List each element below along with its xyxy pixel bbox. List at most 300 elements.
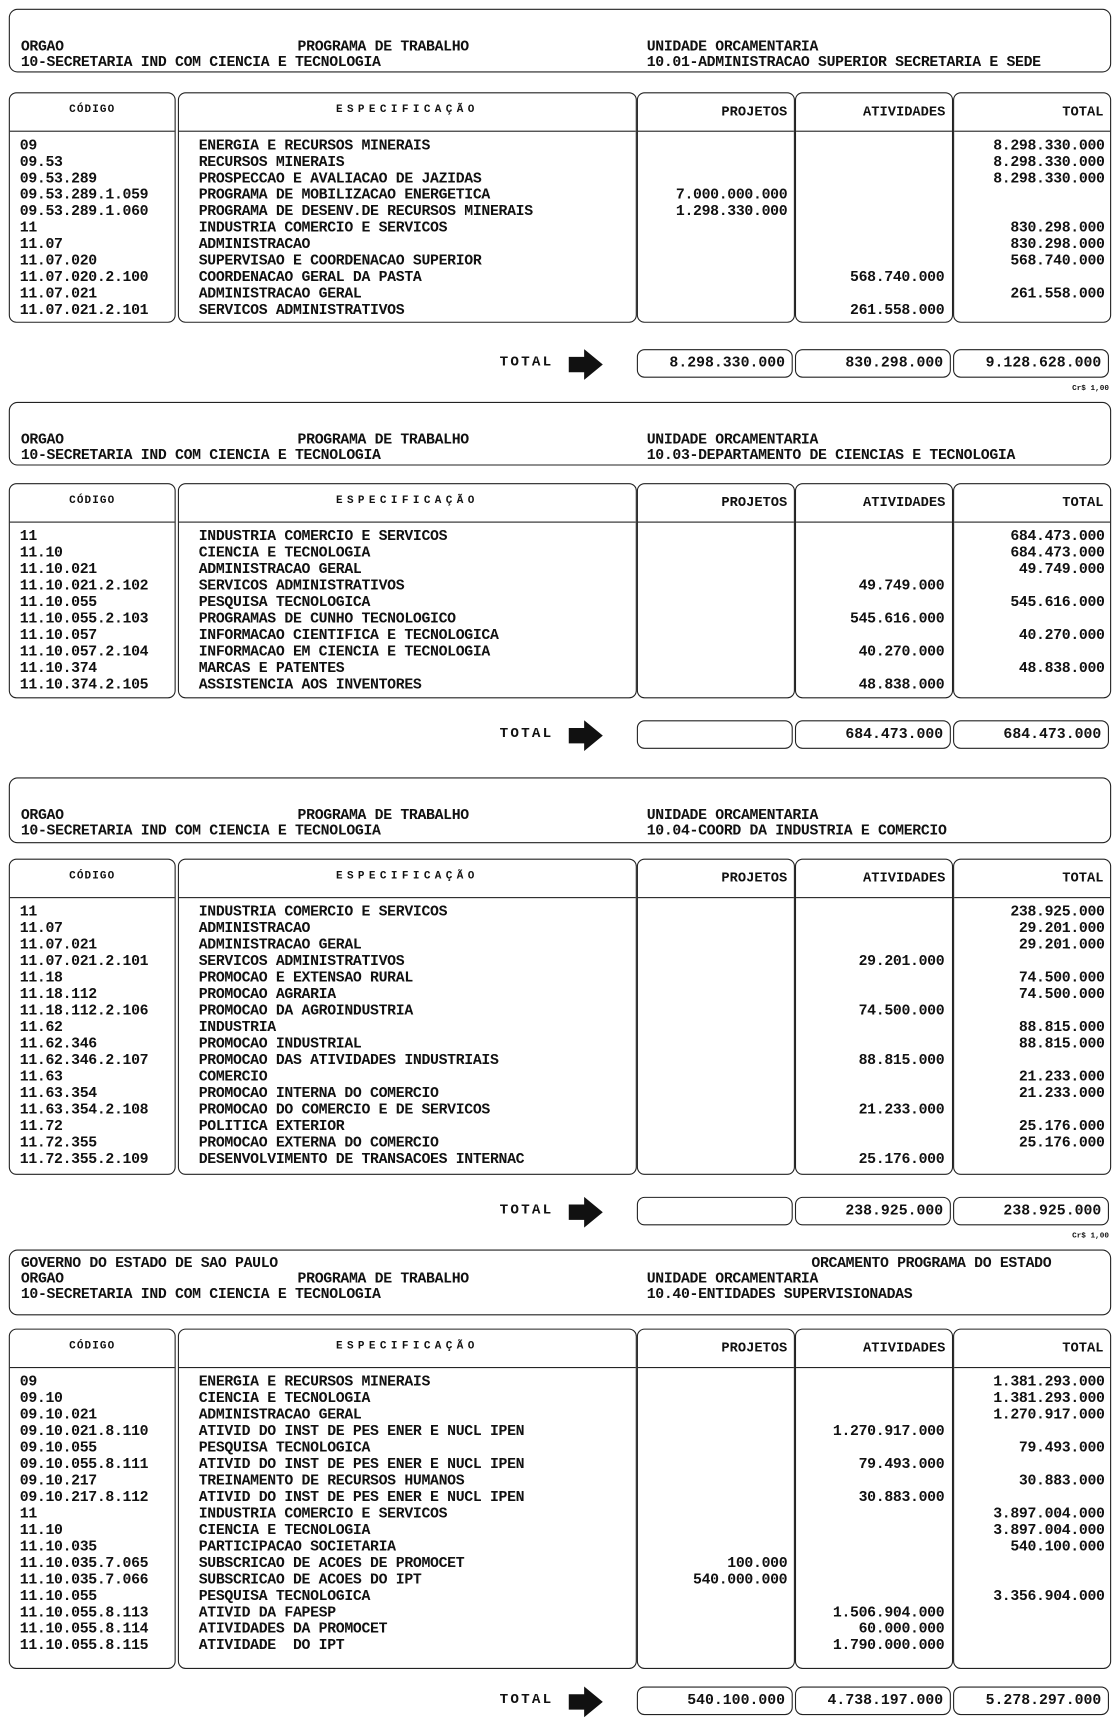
row-especificacao: DESENVOLVIMENTO DE TRANSACOES INTERNAC: [198, 1151, 525, 1169]
row-codigo: 11.07: [19, 921, 63, 938]
header-divider: [954, 522, 1110, 523]
header-divider: [954, 897, 1110, 898]
orgao-label: ORGAO: [20, 808, 64, 825]
orgao-value: 10-SECRETARIA IND COM CIENCIA E TECNOLOGIA: [20, 54, 381, 72]
table-row: [9, 1457, 1111, 1473]
table-row: [9, 287, 1111, 303]
table-row: [9, 188, 1111, 204]
row-total: 3.897.004.000: [993, 1522, 1105, 1540]
row-atividades: 29.201.000: [858, 954, 945, 971]
row-especificacao: PARTICIPACAO SOCIETARIA: [198, 1539, 396, 1556]
row-atividades: 79.493.000: [858, 1457, 945, 1474]
row-codigo: 11: [19, 220, 37, 238]
table-row: [9, 1605, 1111, 1621]
row-total: 3.356.904.000: [993, 1588, 1105, 1606]
row-total: 48.838.000: [1018, 660, 1105, 678]
row-codigo: 11.72.355: [19, 1135, 97, 1152]
row-especificacao: CIENCIA E TECNOLOGIA: [198, 1391, 371, 1408]
table-row: [9, 579, 1111, 595]
arrow-right-icon: [567, 720, 604, 756]
row-especificacao: ENERGIA E RECURSOS MINERAIS: [198, 1374, 431, 1392]
totals-row: [0, 1197, 1120, 1228]
table-row: [9, 645, 1111, 661]
row-codigo: 11.07.021: [19, 286, 97, 304]
header-divider: [954, 131, 1110, 132]
programa-label: PROGRAMA DE TRABALHO: [297, 39, 469, 56]
row-codigo: 11.62.346.2.107: [19, 1052, 149, 1070]
table-row: [9, 1391, 1111, 1407]
table-body: [9, 905, 1111, 1169]
row-especificacao: PESQUISA TECNOLOGICA: [198, 1440, 371, 1458]
table-row: [9, 1069, 1111, 1085]
column-header-especificacao: ESPECIFICAÇÃO: [335, 870, 479, 883]
row-especificacao: PROSPECCAO E AVALIACAO DE JAZIDAS: [198, 171, 482, 188]
header-divider: [638, 1367, 794, 1368]
row-codigo: 11.72.355.2.109: [19, 1151, 149, 1169]
row-total: 1.270.917.000: [993, 1407, 1105, 1425]
arrow-right-icon: [567, 1197, 604, 1233]
row-codigo: 11.10.374.2.105: [19, 677, 149, 694]
header-divider: [638, 897, 794, 898]
table-row: [9, 661, 1111, 677]
unidade-value: 10.03-DEPARTAMENTO DE CIENCIAS E TECNOLOGIA: [646, 447, 1016, 465]
header-divider: [796, 522, 952, 523]
table-row: [9, 1004, 1111, 1020]
budget-table: [9, 859, 1111, 1175]
row-total: 238.925.000: [1010, 904, 1105, 922]
row-total: 25.176.000: [1018, 1135, 1105, 1152]
row-especificacao: COMERCIO: [198, 1069, 268, 1086]
row-atividades: 74.500.000: [858, 1003, 945, 1021]
currency-unit-note: Cr$ 1,00: [1072, 384, 1109, 394]
row-total: 74.500.000: [1018, 970, 1105, 988]
section-header: [9, 402, 1111, 466]
table-row: [9, 546, 1111, 562]
row-especificacao: CIENCIA E TECNOLOGIA: [198, 1522, 371, 1540]
row-especificacao: PROMOCAO E EXTENSAO RURAL: [198, 970, 413, 988]
total-projetos-box: [637, 720, 793, 749]
totals-label: TOTAL: [499, 353, 554, 371]
row-atividades: 1.270.917.000: [832, 1424, 945, 1441]
row-codigo: 09.10.217.8.112: [19, 1489, 149, 1507]
row-total: 8.298.330.000: [993, 171, 1105, 188]
total-total-box: 5.278.297.000: [953, 1687, 1109, 1716]
row-codigo: 09: [19, 138, 37, 155]
row-total: 8.298.330.000: [993, 138, 1105, 155]
row-codigo: 09.53: [19, 154, 63, 172]
table-row: [9, 138, 1111, 154]
column-header-codigo: CÓDIGO: [69, 870, 116, 883]
row-especificacao: ADMINISTRACAO GERAL: [198, 1407, 362, 1425]
table-row: [9, 562, 1111, 578]
government-title: GOVERNO DO ESTADO DE SAO PAULO: [20, 1256, 278, 1273]
header-divider: [10, 131, 175, 132]
column-header-total: TOTAL: [1062, 104, 1104, 120]
row-especificacao: PROMOCAO INDUSTRIAL: [198, 1036, 362, 1053]
row-especificacao: INDUSTRIA: [198, 1020, 276, 1037]
table-row: [9, 954, 1111, 970]
row-especificacao: SUBSCRICAO DE ACOES DO IPT: [198, 1572, 422, 1589]
row-projetos: 100.000: [727, 1555, 788, 1573]
row-codigo: 11.10.055: [19, 1588, 97, 1606]
row-especificacao: ATIVIDADES DA PROMOCET: [198, 1621, 388, 1639]
row-codigo: 09.10.055.8.111: [19, 1457, 149, 1474]
row-especificacao: SERVICOS ADMINISTRATIVOS: [198, 954, 405, 971]
row-especificacao: PROGRAMA DE MOBILIZACAO ENERGETICA: [198, 187, 490, 205]
table-row: [9, 1556, 1111, 1572]
table-row: [9, 905, 1111, 921]
row-atividades: 545.616.000: [850, 611, 945, 629]
row-codigo: 11.63.354.2.108: [19, 1102, 149, 1119]
row-especificacao: INDUSTRIA COMERCIO E SERVICOS: [198, 904, 448, 922]
table-row: [9, 1020, 1111, 1036]
header-divider: [638, 131, 794, 132]
row-codigo: 11.07.021.2.101: [19, 954, 149, 971]
table-row: [9, 1638, 1111, 1654]
orgao-label: ORGAO: [20, 39, 64, 56]
header-divider: [796, 897, 952, 898]
row-total: 830.298.000: [1010, 237, 1105, 254]
row-total: 40.270.000: [1018, 628, 1105, 645]
programa-label: PROGRAMA DE TRABALHO: [297, 808, 469, 825]
row-especificacao: PESQUISA TECNOLOGICA: [198, 1588, 371, 1606]
row-atividades: 48.838.000: [858, 677, 945, 694]
table-row: [9, 938, 1111, 954]
row-codigo: 11.07: [19, 237, 63, 254]
table-body: [9, 138, 1111, 319]
row-total: 29.201.000: [1018, 937, 1105, 955]
table-row: [9, 1037, 1111, 1053]
header-divider: [179, 131, 636, 132]
totals-row: [0, 1687, 1120, 1718]
header-divider: [10, 522, 175, 523]
programa-label: PROGRAMA DE TRABALHO: [297, 432, 469, 450]
row-codigo: 11.10.057: [19, 628, 97, 645]
row-especificacao: ADMINISTRACAO GERAL: [198, 562, 362, 579]
row-especificacao: SERVICOS ADMINISTRATIVOS: [198, 303, 405, 320]
unidade-label: UNIDADE ORCAMENTARIA: [646, 808, 819, 825]
row-codigo: 11.10: [19, 1522, 63, 1540]
orgao-label: ORGAO: [20, 1271, 64, 1288]
table-row: [9, 1523, 1111, 1539]
table-row: [9, 1589, 1111, 1605]
row-total: 79.493.000: [1018, 1440, 1105, 1458]
table-row: [9, 921, 1111, 937]
row-especificacao: PROMOCAO INTERNA DO COMERCIO: [198, 1085, 439, 1103]
row-total: 1.381.293.000: [993, 1391, 1105, 1408]
column-header-atividades: ATIVIDADES: [863, 104, 946, 120]
header-divider: [638, 522, 794, 523]
row-especificacao: PROMOCAO AGRARIA: [198, 987, 336, 1004]
table-row: [9, 612, 1111, 628]
row-especificacao: ADMINISTRACAO GERAL: [198, 937, 362, 955]
row-codigo: 11.07.020.2.100: [19, 270, 149, 287]
table-row: [9, 1086, 1111, 1102]
row-codigo: 11: [19, 529, 37, 546]
row-especificacao: ATIVID DO INST DE PES ENER E NUCL IPEN: [198, 1457, 525, 1474]
row-especificacao: ATIVID DA FAPESP: [198, 1605, 336, 1622]
table-row: [9, 1375, 1111, 1391]
header-divider: [179, 522, 636, 523]
column-header-atividades: ATIVIDADES: [863, 495, 946, 511]
row-codigo: 11.18.112.2.106: [19, 1003, 149, 1021]
column-header-codigo: CÓDIGO: [69, 495, 116, 508]
row-codigo: 11.18.112: [19, 987, 97, 1004]
totals-label: TOTAL: [499, 1201, 554, 1218]
column-header-atividades: ATIVIDADES: [863, 1340, 946, 1357]
row-total: 568.740.000: [1010, 253, 1105, 271]
total-atividades-box: 830.298.000: [795, 349, 951, 378]
table-row: [9, 595, 1111, 611]
row-codigo: 11.10.035.7.065: [19, 1555, 149, 1573]
column-header-projetos: PROJETOS: [721, 104, 788, 120]
row-atividades: 25.176.000: [858, 1151, 945, 1169]
table-row: [9, 221, 1111, 237]
row-atividades: 40.270.000: [858, 644, 945, 661]
row-total: 684.473.000: [1010, 529, 1105, 546]
table-row: [9, 1622, 1111, 1638]
row-projetos: 540.000.000: [693, 1572, 788, 1589]
row-codigo: 11.10.021: [19, 562, 97, 579]
table-body: [9, 529, 1111, 694]
row-especificacao: ENERGIA E RECURSOS MINERAIS: [198, 138, 431, 155]
table-row: [9, 1441, 1111, 1457]
row-projetos: 1.298.330.000: [675, 204, 788, 221]
table-row: [9, 237, 1111, 253]
row-codigo: 11.10.055.2.103: [19, 611, 149, 629]
header-divider: [954, 1367, 1110, 1368]
orgao-value: 10-SECRETARIA IND COM CIENCIA E TECNOLOGIA: [20, 447, 381, 465]
column-header-projetos: PROJETOS: [721, 495, 788, 511]
row-especificacao: CIENCIA E TECNOLOGIA: [198, 545, 371, 563]
section-header: [9, 9, 1111, 73]
totals-label: TOTAL: [499, 724, 554, 742]
table-row: [9, 1102, 1111, 1118]
unidade-label: UNIDADE ORCAMENTARIA: [646, 432, 819, 450]
row-especificacao: INFORMACAO CIENTIFICA E TECNOLOGICA: [198, 628, 499, 645]
row-especificacao: ASSISTENCIA AOS INVENTORES: [198, 677, 422, 694]
column-header-projetos: PROJETOS: [721, 1340, 788, 1357]
header-divider: [179, 1367, 636, 1368]
table-row: [9, 1135, 1111, 1151]
row-especificacao: ADMINISTRACAO: [198, 921, 311, 938]
row-especificacao: INDUSTRIA COMERCIO E SERVICOS: [198, 1506, 448, 1523]
orgao-value: 10-SECRETARIA IND COM CIENCIA E TECNOLOGIA: [20, 823, 381, 840]
table-row: [9, 204, 1111, 220]
column-header-total: TOTAL: [1062, 870, 1104, 887]
row-atividades: 568.740.000: [850, 270, 945, 287]
row-total: 261.558.000: [1010, 286, 1105, 304]
row-codigo: 09.10: [19, 1391, 63, 1408]
table-row: [9, 1053, 1111, 1069]
row-codigo: 11.10.035.7.066: [19, 1572, 149, 1589]
orgao-value: 10-SECRETARIA IND COM CIENCIA E TECNOLOGIA: [20, 1286, 381, 1304]
table-row: [9, 987, 1111, 1003]
unidade-value: 10.04-COORD DA INDUSTRIA E COMERCIO: [646, 823, 947, 840]
row-especificacao: SUBSCRICAO DE ACOES DE PROMOCET: [198, 1555, 465, 1573]
row-codigo: 11.63.354: [19, 1085, 97, 1103]
table-row: [9, 1539, 1111, 1555]
total-total-box: 9.128.628.000: [953, 349, 1109, 378]
table-row: [9, 677, 1111, 693]
row-codigo: 09.53.289: [19, 171, 97, 188]
row-especificacao: ADMINISTRACAO: [198, 237, 311, 254]
totals-row: [0, 720, 1120, 751]
row-especificacao: MARCAS E PATENTES: [198, 660, 345, 678]
row-total: 3.897.004.000: [993, 1506, 1105, 1523]
column-header-projetos: PROJETOS: [721, 870, 788, 887]
row-codigo: 11.10.035: [19, 1539, 97, 1556]
row-especificacao: PROGRAMA DE DESENV.DE RECURSOS MINERAIS: [198, 204, 533, 221]
table-row: [9, 1152, 1111, 1168]
table-row: [9, 971, 1111, 987]
table-body: [9, 1375, 1111, 1655]
row-especificacao: PROGRAMAS DE CUNHO TECNOLOGICO: [198, 611, 456, 629]
row-atividades: 1.506.904.000: [832, 1605, 945, 1622]
header-divider: [796, 1367, 952, 1368]
row-especificacao: ATIVID DO INST DE PES ENER E NUCL IPEN: [198, 1424, 525, 1441]
orgao-label: ORGAO: [20, 432, 64, 450]
table-row: [9, 1474, 1111, 1490]
row-codigo: 11.07.021: [19, 937, 97, 955]
row-codigo: 11: [19, 904, 37, 922]
row-total: 684.473.000: [1010, 545, 1105, 563]
row-codigo: 11.63: [19, 1069, 63, 1086]
row-especificacao: RECURSOS MINERAIS: [198, 154, 345, 172]
row-atividades: 21.233.000: [858, 1102, 945, 1119]
column-header-especificacao: ESPECIFICAÇÃO: [335, 104, 479, 117]
row-especificacao: ATIVIDADE DO IPT: [198, 1638, 345, 1655]
totals-row: [0, 349, 1120, 380]
table-row: [9, 1490, 1111, 1506]
header-divider: [10, 897, 175, 898]
row-total: 49.749.000: [1018, 562, 1105, 579]
row-total: 21.233.000: [1018, 1085, 1105, 1103]
currency-unit-note: Cr$ 1,00: [1072, 1231, 1109, 1241]
total-total-box: 238.925.000: [953, 1197, 1109, 1226]
total-projetos-box: [637, 1197, 793, 1226]
row-especificacao: POLITICA EXTERIOR: [198, 1118, 345, 1136]
arrow-right-icon: [567, 349, 604, 385]
row-total: 25.176.000: [1018, 1118, 1105, 1136]
row-codigo: 11.10.055: [19, 595, 97, 612]
row-codigo: 11.10.055.8.113: [19, 1605, 149, 1622]
column-header-codigo: CÓDIGO: [69, 104, 116, 117]
column-header-especificacao: ESPECIFICAÇÃO: [335, 1340, 479, 1353]
row-codigo: 11.07.021.2.101: [19, 303, 149, 320]
row-especificacao: PROMOCAO DA AGROINDUSTRIA: [198, 1003, 413, 1021]
budget-table: [9, 1329, 1111, 1669]
row-atividades: 88.815.000: [858, 1052, 945, 1070]
row-atividades: 1.790.000.000: [832, 1638, 945, 1655]
row-codigo: 11.18: [19, 970, 63, 988]
table-row: [9, 303, 1111, 319]
row-codigo: 09.10.021.8.110: [19, 1424, 149, 1441]
table-row: [9, 254, 1111, 270]
row-especificacao: TREINAMENTO DE RECURSOS HUMANOS: [198, 1473, 465, 1490]
row-codigo: 11.07.020: [19, 253, 97, 271]
budget-table: [9, 92, 1111, 323]
total-projetos-box: 8.298.330.000: [637, 349, 793, 378]
table-row: [9, 171, 1111, 187]
row-total: 1.381.293.000: [993, 1374, 1105, 1392]
row-especificacao: ADMINISTRACAO GERAL: [198, 286, 362, 304]
row-total: 88.815.000: [1018, 1020, 1105, 1037]
table-row: [9, 1408, 1111, 1424]
row-atividades: 60.000.000: [858, 1621, 945, 1639]
row-atividades: 49.749.000: [858, 578, 945, 596]
row-total: 8.298.330.000: [993, 154, 1105, 172]
budget-title: ORCAMENTO PROGRAMA DO ESTADO: [811, 1256, 1052, 1273]
row-especificacao: PESQUISA TECNOLOGICA: [198, 595, 371, 612]
table-row: [9, 1424, 1111, 1440]
row-total: 545.616.000: [1010, 595, 1105, 612]
row-total: 29.201.000: [1018, 921, 1105, 938]
row-especificacao: PROMOCAO EXTERNA DO COMERCIO: [198, 1135, 439, 1152]
row-atividades: 261.558.000: [850, 303, 945, 320]
column-header-total: TOTAL: [1062, 1340, 1104, 1357]
row-codigo: 11.10.055.8.115: [19, 1638, 149, 1655]
row-especificacao: PROMOCAO DO COMERCIO E DE SERVICOS: [198, 1102, 490, 1119]
row-codigo: 09.53.289.1.059: [19, 187, 149, 205]
total-total-box: 684.473.000: [953, 720, 1109, 749]
row-codigo: 11.10: [19, 545, 63, 563]
header-divider: [179, 897, 636, 898]
header-divider: [796, 131, 952, 132]
row-especificacao: SUPERVISAO E COORDENACAO SUPERIOR: [198, 253, 482, 271]
row-codigo: 11.72: [19, 1118, 63, 1136]
row-codigo: 09.53.289.1.060: [19, 204, 149, 221]
totals-label: TOTAL: [499, 1690, 554, 1708]
unidade-label: UNIDADE ORCAMENTARIA: [646, 39, 819, 56]
row-codigo: 11.62.346: [19, 1036, 97, 1053]
row-codigo: 09.10.021: [19, 1407, 97, 1425]
row-codigo: 09.10.055: [19, 1440, 97, 1458]
header-divider: [10, 1367, 175, 1368]
row-codigo: 11.10.374: [19, 660, 97, 678]
total-projetos-box: 540.100.000: [637, 1687, 793, 1716]
total-atividades-box: 684.473.000: [795, 720, 951, 749]
row-total: 30.883.000: [1018, 1473, 1105, 1490]
total-atividades-box: 4.738.197.000: [795, 1687, 951, 1716]
row-codigo: 11.62: [19, 1020, 63, 1037]
row-especificacao: COORDENACAO GERAL DA PASTA: [198, 270, 422, 287]
section-header: [9, 1250, 1111, 1316]
unidade-value: 10.40-ENTIDADES SUPERVISIONADAS: [646, 1286, 913, 1304]
table-row: [9, 155, 1111, 171]
table-row: [9, 1119, 1111, 1135]
row-atividades: 30.883.000: [858, 1489, 945, 1507]
row-especificacao: INDUSTRIA COMERCIO E SERVICOS: [198, 220, 448, 238]
row-total: 21.233.000: [1018, 1069, 1105, 1086]
row-codigo: 11.10.021.2.102: [19, 578, 149, 596]
table-row: [9, 270, 1111, 286]
row-total: 540.100.000: [1010, 1539, 1105, 1556]
column-header-codigo: CÓDIGO: [69, 1340, 116, 1353]
row-especificacao: SERVICOS ADMINISTRATIVOS: [198, 578, 405, 596]
row-total: 88.815.000: [1018, 1036, 1105, 1053]
programa-label: PROGRAMA DE TRABALHO: [297, 1271, 469, 1288]
row-codigo: 09: [19, 1374, 37, 1392]
row-total: 830.298.000: [1010, 220, 1105, 238]
total-atividades-box: 238.925.000: [795, 1197, 951, 1226]
row-especificacao: PROMOCAO DAS ATIVIDADES INDUSTRIAIS: [198, 1052, 499, 1070]
budget-table: [9, 483, 1111, 698]
arrow-right-icon: [567, 1687, 604, 1723]
row-codigo: 11.10.057.2.104: [19, 644, 149, 661]
table-row: [9, 628, 1111, 644]
column-header-especificacao: ESPECIFICAÇÃO: [335, 495, 479, 508]
